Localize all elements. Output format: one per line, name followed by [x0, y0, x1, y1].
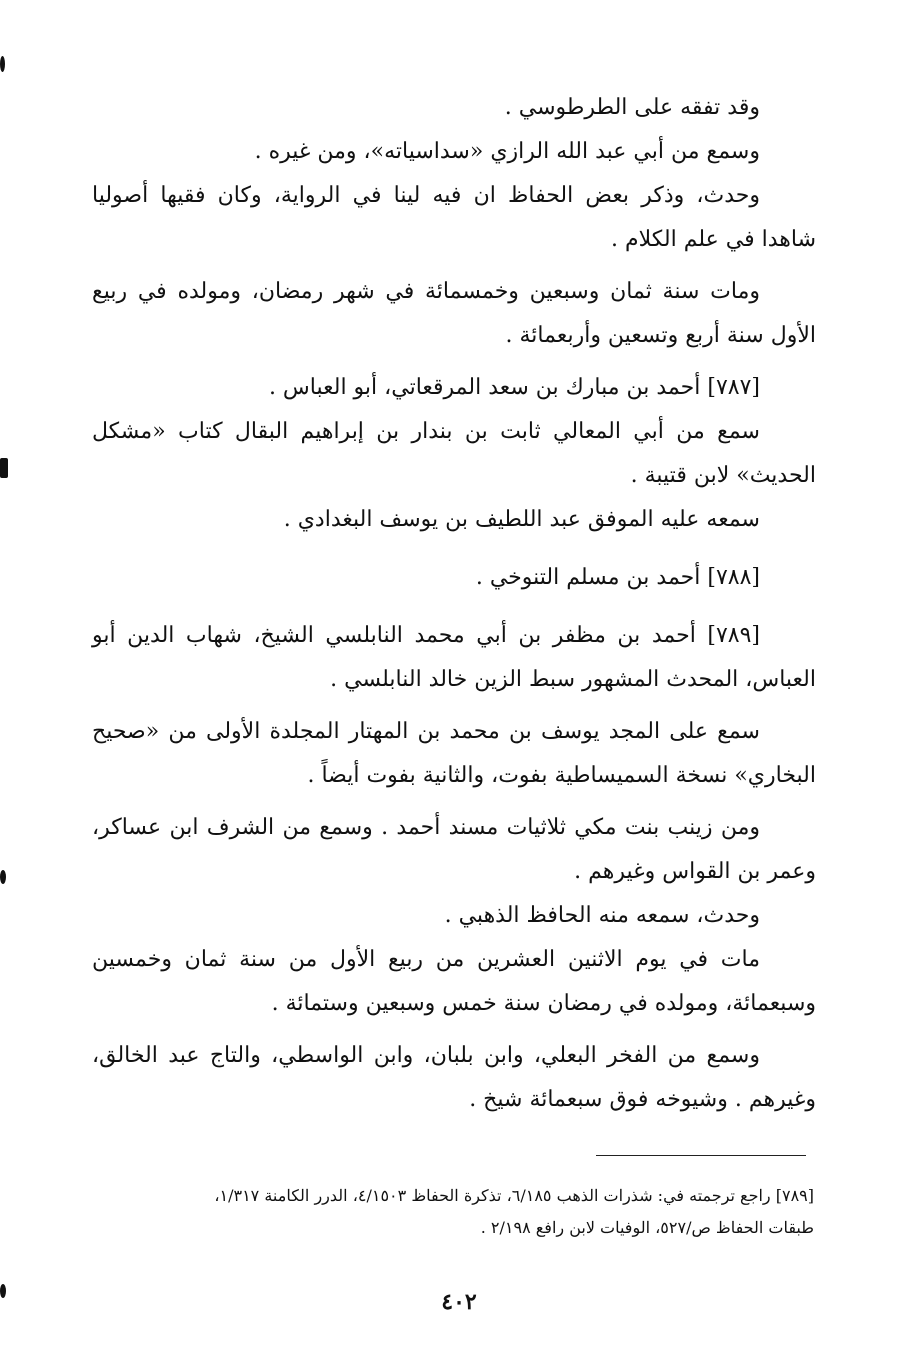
paragraph: ومات سنة ثمان وسبعين وخمسمائة في شهر رمضان، ومولده في ربيع الأول سنة أربع وتسعين وأربعمائة . [92, 279, 816, 348]
paragraph: سمع من أبي المعالي ثابت بن بندار بن إبراهيم البقال كتاب «مشكل الحديث» لابن قتيبة . [92, 419, 816, 488]
footnote-line: طبقات الحفاظ ص/٥٢٧، الوفيات لابن رافع ٢/١٩٨ . [480, 1218, 814, 1237]
page-number: ٤٠٢ [441, 1289, 477, 1315]
paragraph: وسمع من أبي عبد الله الرازي «سداسياته»، ومن غيره . [254, 139, 760, 164]
main-text [92, 86, 816, 1122]
entry-heading-787: [٧٨٧] أحمد بن مبارك بن سعد المرقعاتي، أبو العباس . [268, 375, 760, 400]
margin-ink-mark [0, 870, 6, 884]
paragraph: مات في يوم الاثنين العشرين من ربيع الأول من سنة ثمان وخمسين وسبعمائة، ومولده في رمضان سنة خمس وسبعين وستمائة . [92, 947, 816, 1016]
paragraph: وقد تفقه على الطرطوسي . [504, 95, 760, 120]
paragraph: وسمع من الفخر البعلي، وابن بلبان، وابن الواسطي، والتاج عبد الخالق، وغيرهم . وشيوخه فوق سبعمائة شيخ . [92, 1043, 816, 1112]
paragraph: وحدث، سمعه منه الحافظ الذهبي . [444, 903, 760, 928]
paragraph: سمع على المجد يوسف بن محمد بن المهتار المجلدة الأولى من «صحيح البخاري» نسخة السميساطية بفوت، والثانية بفوت أيضاً . [92, 719, 816, 788]
footnote-line: [٧٨٩] راجع ترجمته في: شذرات الذهب ٦/١٨٥، تذكرة الحفاظ ٤/١٥٠٣، الدرر الكامنة ١/٣١٧، [214, 1186, 814, 1205]
margin-ink-mark [0, 56, 5, 72]
paragraph: سمعه عليه الموفق عبد اللطيف بن يوسف البغدادي . [283, 507, 760, 532]
entry-heading-789: [٧٨٩] أحمد بن مظفر بن أبي محمد النابلسي الشيخ، شهاب الدين أبو العباس، المحدث المشهور سبط الزين خالد النابلسي . [92, 623, 816, 692]
margin-ink-mark [0, 458, 8, 478]
footnote [92, 1180, 814, 1244]
entry-heading-788: [٧٨٨] أحمد بن مسلم التنوخي . [475, 565, 760, 590]
paragraph: وحدث، وذكر بعض الحفاظ ان فيه لينا في الرواية، وكان فقيها أصوليا شاهدا في علم الكلام . [92, 183, 816, 252]
paragraph: ومن زينب بنت مكي ثلاثيات مسند أحمد . وسمع من الشرف ابن عساكر، وعمر بن القواس وغيرهم . [92, 815, 816, 884]
footnote-separator [596, 1155, 806, 1156]
